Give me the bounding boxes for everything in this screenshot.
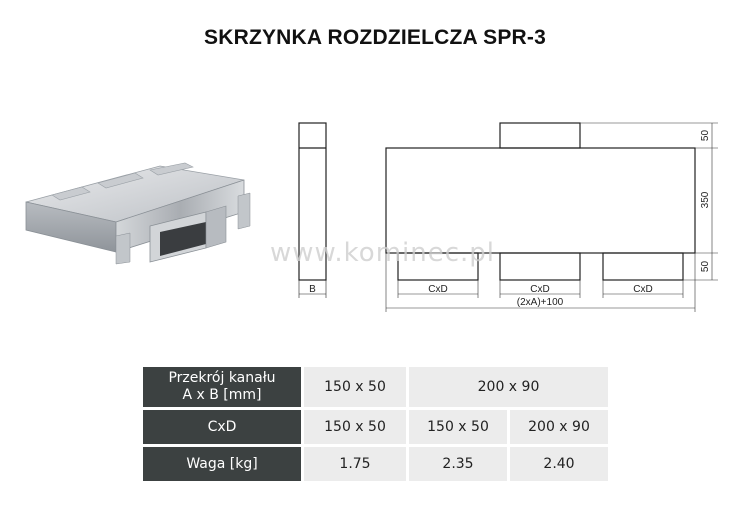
table-cell: 150 x 50 <box>409 410 507 444</box>
header-cell-cxd: CxD <box>143 410 301 444</box>
table-cell: 150 x 50 <box>304 367 406 407</box>
header-line: A x B [mm] <box>182 387 262 403</box>
outlet-dim-label: CxD <box>530 284 550 295</box>
spec-table <box>140 364 611 484</box>
table-cell: 2.40 <box>510 447 608 481</box>
table-row <box>143 367 608 407</box>
page-title: SKRZYNKA ROZDZIELCZA SPR-3 <box>204 26 546 49</box>
table-row <box>143 410 608 444</box>
watermark: www.kominec.pl <box>270 238 496 268</box>
outlet-dim-label: CxD <box>428 284 448 295</box>
outlet-dim-label: CxD <box>633 284 653 295</box>
dim-bottom-label: 50 <box>700 260 711 273</box>
total-width-label: (2xA)+100 <box>516 297 564 308</box>
table-cell: 150 x 50 <box>304 410 406 444</box>
table-cell: 200 x 90 <box>409 367 608 407</box>
side-width-label: B <box>309 284 316 295</box>
product-image <box>26 163 250 264</box>
dim-height-label: 350 <box>700 191 711 209</box>
table-cell: 200 x 90 <box>510 410 608 444</box>
header-line: Przekrój kanału <box>168 370 276 386</box>
header-cell-weight: Waga [kg] <box>143 447 301 481</box>
header-cell-cross-section <box>143 367 301 407</box>
table-cell: 1.75 <box>304 447 406 481</box>
dim-top-label: 50 <box>700 129 711 142</box>
table-cell: 2.35 <box>409 447 507 481</box>
side-view <box>299 123 326 298</box>
table-row <box>143 447 608 481</box>
